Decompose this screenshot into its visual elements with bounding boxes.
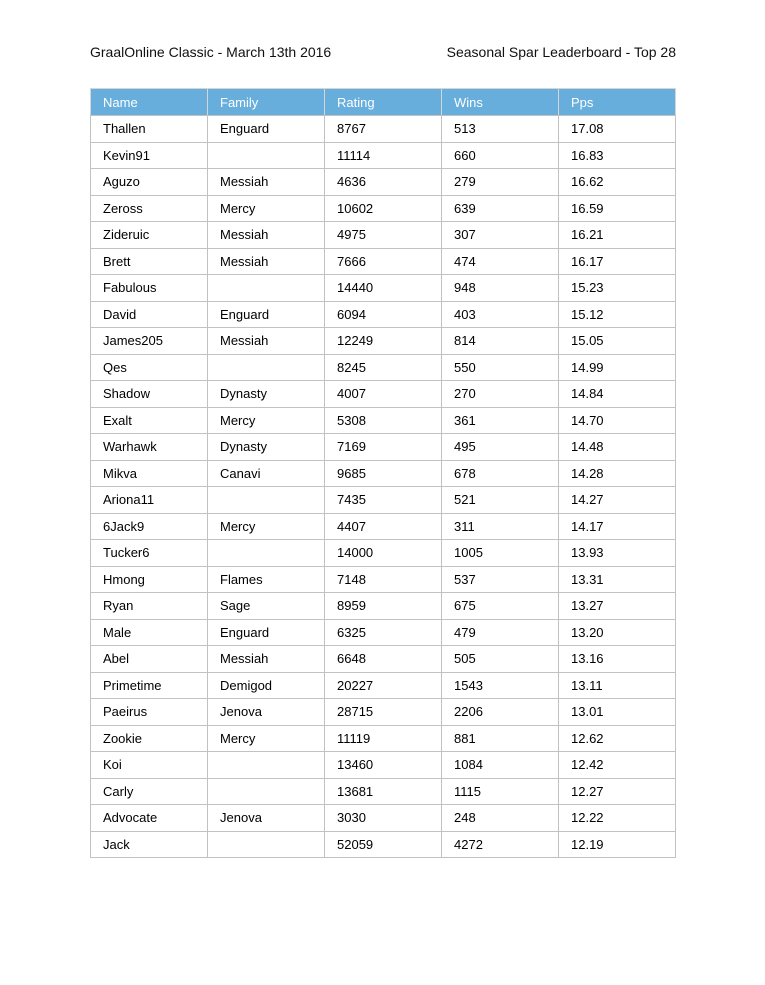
table-row xyxy=(91,778,676,805)
cell-name: David xyxy=(91,301,208,328)
cell-family xyxy=(208,275,325,302)
cell-wins: 361 xyxy=(442,407,559,434)
cell-family: Enguard xyxy=(208,301,325,328)
cell-family: Messiah xyxy=(208,248,325,275)
cell-name: Male xyxy=(91,619,208,646)
cell-name: Tucker6 xyxy=(91,540,208,567)
table-row xyxy=(91,460,676,487)
cell-rating: 7148 xyxy=(325,566,442,593)
cell-pps: 14.84 xyxy=(559,381,676,408)
cell-wins: 639 xyxy=(442,195,559,222)
cell-pps: 14.99 xyxy=(559,354,676,381)
cell-rating: 8245 xyxy=(325,354,442,381)
column-header-family: Family xyxy=(208,89,325,116)
cell-family xyxy=(208,354,325,381)
table-row xyxy=(91,487,676,514)
table-row xyxy=(91,566,676,593)
cell-name: Thallen xyxy=(91,116,208,143)
cell-name: Abel xyxy=(91,646,208,673)
cell-rating: 3030 xyxy=(325,805,442,832)
cell-family xyxy=(208,487,325,514)
cell-wins: 474 xyxy=(442,248,559,275)
cell-pps: 17.08 xyxy=(559,116,676,143)
cell-family: Mercy xyxy=(208,407,325,434)
cell-pps: 12.19 xyxy=(559,831,676,858)
table-row xyxy=(91,222,676,249)
cell-pps: 13.31 xyxy=(559,566,676,593)
table-row xyxy=(91,275,676,302)
column-header-wins: Wins xyxy=(442,89,559,116)
cell-rating: 4636 xyxy=(325,169,442,196)
cell-name: Kevin91 xyxy=(91,142,208,169)
cell-wins: 505 xyxy=(442,646,559,673)
cell-family: Enguard xyxy=(208,619,325,646)
table-body xyxy=(91,116,676,858)
table-row xyxy=(91,540,676,567)
table-row xyxy=(91,195,676,222)
cell-name: Hmong xyxy=(91,566,208,593)
table-row xyxy=(91,381,676,408)
table-row xyxy=(91,619,676,646)
cell-family: Canavi xyxy=(208,460,325,487)
cell-name: Primetime xyxy=(91,672,208,699)
cell-family: Jenova xyxy=(208,699,325,726)
cell-name: Koi xyxy=(91,752,208,779)
cell-name: Zeross xyxy=(91,195,208,222)
cell-pps: 15.23 xyxy=(559,275,676,302)
cell-wins: 948 xyxy=(442,275,559,302)
table-row xyxy=(91,407,676,434)
cell-rating: 6325 xyxy=(325,619,442,646)
cell-family: Enguard xyxy=(208,116,325,143)
cell-family: Dynasty xyxy=(208,434,325,461)
cell-wins: 479 xyxy=(442,619,559,646)
cell-family xyxy=(208,540,325,567)
cell-rating: 7666 xyxy=(325,248,442,275)
cell-pps: 16.21 xyxy=(559,222,676,249)
cell-pps: 14.70 xyxy=(559,407,676,434)
cell-pps: 16.62 xyxy=(559,169,676,196)
cell-rating: 28715 xyxy=(325,699,442,726)
leaderboard-table xyxy=(90,88,676,858)
cell-name: Fabulous xyxy=(91,275,208,302)
cell-name: Zookie xyxy=(91,725,208,752)
cell-pps: 15.12 xyxy=(559,301,676,328)
cell-name: Brett xyxy=(91,248,208,275)
cell-name: Paeirus xyxy=(91,699,208,726)
cell-family: Jenova xyxy=(208,805,325,832)
cell-name: Jack xyxy=(91,831,208,858)
cell-name: Aguzo xyxy=(91,169,208,196)
cell-rating: 14440 xyxy=(325,275,442,302)
cell-rating: 4407 xyxy=(325,513,442,540)
cell-wins: 495 xyxy=(442,434,559,461)
cell-rating: 8767 xyxy=(325,116,442,143)
column-header-name: Name xyxy=(91,89,208,116)
cell-wins: 311 xyxy=(442,513,559,540)
cell-name: Warhawk xyxy=(91,434,208,461)
cell-wins: 4272 xyxy=(442,831,559,858)
cell-family: Flames xyxy=(208,566,325,593)
column-header-rating: Rating xyxy=(325,89,442,116)
cell-wins: 270 xyxy=(442,381,559,408)
cell-family: Demigod xyxy=(208,672,325,699)
cell-wins: 1084 xyxy=(442,752,559,779)
cell-pps: 15.05 xyxy=(559,328,676,355)
cell-rating: 6094 xyxy=(325,301,442,328)
cell-pps: 12.27 xyxy=(559,778,676,805)
table-row xyxy=(91,248,676,275)
cell-rating: 6648 xyxy=(325,646,442,673)
table-row xyxy=(91,354,676,381)
cell-name: 6Jack9 xyxy=(91,513,208,540)
cell-rating: 14000 xyxy=(325,540,442,567)
cell-rating: 9685 xyxy=(325,460,442,487)
cell-rating: 8959 xyxy=(325,593,442,620)
cell-family: Messiah xyxy=(208,328,325,355)
cell-wins: 537 xyxy=(442,566,559,593)
cell-pps: 14.17 xyxy=(559,513,676,540)
cell-family xyxy=(208,831,325,858)
cell-name: Ryan xyxy=(91,593,208,620)
cell-pps: 13.93 xyxy=(559,540,676,567)
cell-name: Shadow xyxy=(91,381,208,408)
cell-pps: 13.16 xyxy=(559,646,676,673)
cell-family: Mercy xyxy=(208,725,325,752)
cell-wins: 675 xyxy=(442,593,559,620)
table-row xyxy=(91,699,676,726)
cell-pps: 13.27 xyxy=(559,593,676,620)
cell-wins: 403 xyxy=(442,301,559,328)
cell-rating: 4007 xyxy=(325,381,442,408)
table-row xyxy=(91,513,676,540)
cell-rating: 20227 xyxy=(325,672,442,699)
cell-rating: 13681 xyxy=(325,778,442,805)
cell-name: James205 xyxy=(91,328,208,355)
table-row xyxy=(91,593,676,620)
cell-rating: 13460 xyxy=(325,752,442,779)
document-titles xyxy=(90,44,676,60)
cell-family: Mercy xyxy=(208,513,325,540)
column-header-pps: Pps xyxy=(559,89,676,116)
cell-family: Dynasty xyxy=(208,381,325,408)
cell-rating: 5308 xyxy=(325,407,442,434)
document-title-left: GraalOnline Classic - March 13th 2016 xyxy=(90,44,332,60)
cell-rating: 11114 xyxy=(325,142,442,169)
cell-family: Messiah xyxy=(208,169,325,196)
cell-pps: 12.22 xyxy=(559,805,676,832)
table-row xyxy=(91,805,676,832)
cell-family xyxy=(208,142,325,169)
cell-wins: 279 xyxy=(442,169,559,196)
cell-pps: 13.11 xyxy=(559,672,676,699)
cell-wins: 307 xyxy=(442,222,559,249)
cell-family: Messiah xyxy=(208,222,325,249)
table-row xyxy=(91,328,676,355)
table-row xyxy=(91,169,676,196)
cell-rating: 11119 xyxy=(325,725,442,752)
document-title-right: Seasonal Spar Leaderboard - Top 28 xyxy=(446,44,676,60)
cell-pps: 13.01 xyxy=(559,699,676,726)
cell-name: Carly xyxy=(91,778,208,805)
cell-rating: 10602 xyxy=(325,195,442,222)
cell-wins: 248 xyxy=(442,805,559,832)
cell-pps: 13.20 xyxy=(559,619,676,646)
cell-wins: 1543 xyxy=(442,672,559,699)
cell-family xyxy=(208,778,325,805)
cell-rating: 7435 xyxy=(325,487,442,514)
cell-family: Messiah xyxy=(208,646,325,673)
cell-wins: 1115 xyxy=(442,778,559,805)
table-header-row xyxy=(91,89,676,116)
table-row xyxy=(91,142,676,169)
cell-wins: 660 xyxy=(442,142,559,169)
cell-rating: 4975 xyxy=(325,222,442,249)
table-row xyxy=(91,725,676,752)
table-row xyxy=(91,831,676,858)
cell-family xyxy=(208,752,325,779)
cell-wins: 814 xyxy=(442,328,559,355)
cell-pps: 16.83 xyxy=(559,142,676,169)
cell-rating: 52059 xyxy=(325,831,442,858)
cell-wins: 2206 xyxy=(442,699,559,726)
cell-rating: 7169 xyxy=(325,434,442,461)
cell-rating: 12249 xyxy=(325,328,442,355)
cell-pps: 14.27 xyxy=(559,487,676,514)
cell-family: Sage xyxy=(208,593,325,620)
cell-name: Qes xyxy=(91,354,208,381)
cell-pps: 14.48 xyxy=(559,434,676,461)
table-row xyxy=(91,301,676,328)
cell-wins: 678 xyxy=(442,460,559,487)
cell-wins: 521 xyxy=(442,487,559,514)
cell-name: Ariona11 xyxy=(91,487,208,514)
cell-name: Advocate xyxy=(91,805,208,832)
cell-wins: 550 xyxy=(442,354,559,381)
table-row xyxy=(91,672,676,699)
cell-pps: 12.42 xyxy=(559,752,676,779)
table-row xyxy=(91,434,676,461)
cell-pps: 16.17 xyxy=(559,248,676,275)
cell-wins: 881 xyxy=(442,725,559,752)
cell-wins: 1005 xyxy=(442,540,559,567)
cell-pps: 16.59 xyxy=(559,195,676,222)
cell-name: Zideruic xyxy=(91,222,208,249)
cell-wins: 513 xyxy=(442,116,559,143)
cell-pps: 12.62 xyxy=(559,725,676,752)
table-row xyxy=(91,646,676,673)
cell-name: Exalt xyxy=(91,407,208,434)
table-row xyxy=(91,752,676,779)
cell-name: Mikva xyxy=(91,460,208,487)
cell-family: Mercy xyxy=(208,195,325,222)
table-row xyxy=(91,116,676,143)
cell-pps: 14.28 xyxy=(559,460,676,487)
